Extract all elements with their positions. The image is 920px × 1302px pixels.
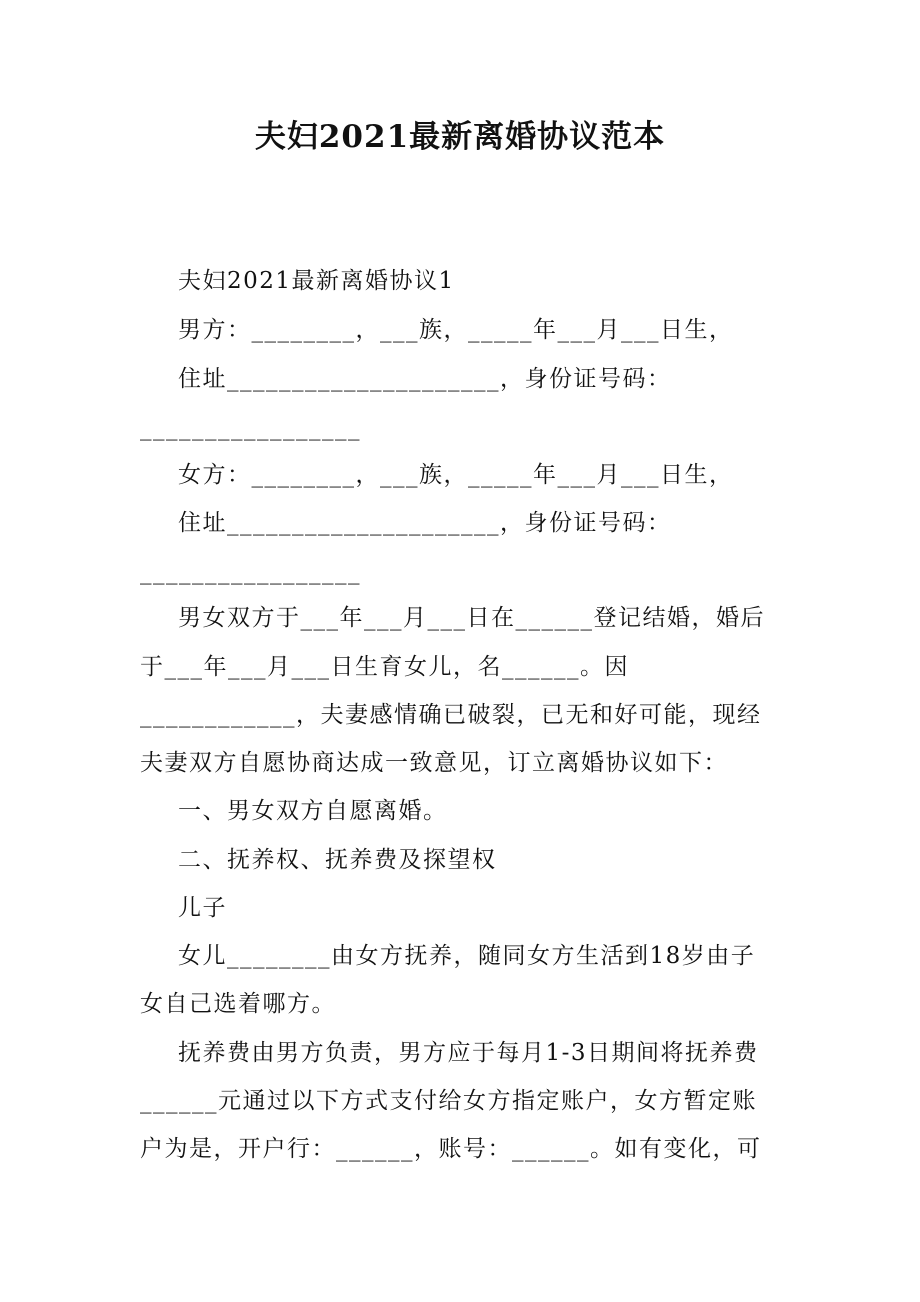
male-party-line: 男方：________，___族，_____年___月___日生，	[178, 317, 734, 343]
female-party-line: 女方：________，___族，_____年___月___日生，	[178, 462, 734, 488]
son-label: 儿子	[178, 895, 227, 921]
support-paragraph-line-1: 抚养费由男方负责，男方应于每月1-3日期间将抚养费	[178, 1040, 759, 1066]
document-title: 夫妇2021最新离婚协议范本	[254, 119, 666, 155]
marriage-paragraph-line-3: ____________，夫妻感情确已破裂，已无和好可能，现经	[140, 702, 762, 728]
marriage-paragraph-line-1: 男女双方于___年___月___日在______登记结婚，婚后	[178, 605, 765, 631]
clause-two-heading: 二、抚养权、抚养费及探望权	[178, 847, 497, 873]
male-id-blank: _________________	[140, 415, 361, 441]
support-paragraph-line-2: ______元通过以下方式支付给女方指定账户，女方暂定账	[140, 1088, 757, 1114]
female-id-blank: _________________	[140, 559, 361, 585]
daughter-custody-line-2: 女自己选着哪方。	[140, 991, 336, 1017]
marriage-paragraph-line-2: 于___年___月___日生育女儿，名______。因	[140, 654, 629, 680]
clause-one: 一、男女双方自愿离婚。	[178, 798, 448, 824]
daughter-custody-line-1: 女儿________由女方抚养，随同女方生活到18岁由子	[178, 943, 756, 969]
marriage-paragraph-line-4: 夫妻双方自愿协商达成一致意见，订立离婚协议如下：	[140, 750, 728, 776]
male-address-line: 住址_____________________，身份证号码：	[178, 366, 672, 392]
support-paragraph-line-3: 户为是，开户行：______，账号：______。如有变化，可	[140, 1136, 762, 1162]
female-address-line: 住址_____________________，身份证号码：	[178, 510, 672, 536]
agreement-heading: 夫妇2021最新离婚协议1	[178, 268, 455, 294]
